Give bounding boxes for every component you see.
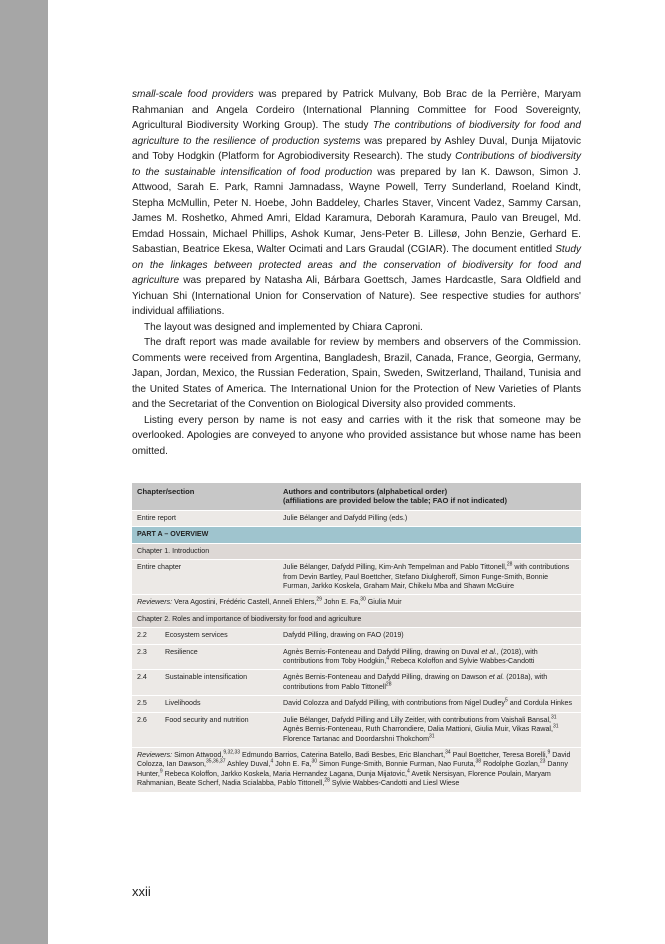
side-margin-bar bbox=[0, 0, 48, 944]
row-authors: Dafydd Pilling, drawing on FAO (2019) bbox=[278, 628, 581, 644]
title-italic: Contributions of biodiversity to the sustainable intensification of food production bbox=[132, 151, 581, 178]
table-row bbox=[132, 670, 581, 696]
section-topic: Livelihoods bbox=[160, 696, 278, 712]
paragraph-2: The layout was designed and implemented by Chiara Caproni. bbox=[144, 321, 423, 333]
paragraph-4: Listing every person by name is not easy and carries with it the risk that someone may be overlooked. Apologies are conveyed to anyone who provided assistance but whose name has been omitted. bbox=[132, 414, 581, 457]
table-row bbox=[132, 696, 581, 712]
chapter-2-heading-row bbox=[132, 611, 581, 627]
table-row bbox=[132, 644, 581, 670]
text-run: was prepared by Patrick Mulvany, Bob Brac de la Perrière, Maryam Rahmanian and Angela Cordeiro (International Planning Committee for Food Sovereignty, Agricultural Biodiversity Working Group). The study bbox=[132, 89, 581, 131]
title-italic: The contributions of biodiversity for food and agriculture to the resilience of production systems bbox=[132, 120, 581, 147]
table-header-row bbox=[132, 483, 581, 511]
paragraph-3: The draft report was made available for review by members and observers of the Commission. Comments were received from Argentina, Bangladesh, Brazil, Canada, France, Georgia, Germany, Japan, Jordan, Mexico, the Russian Federation, Spain, Sweden, Switzerland, Thailand, Tunisia and the United States of America. The International Union for the Protection of New Varieties of Plants and the Secretariat of the Convention on Biological Diversity also provided comments. bbox=[132, 337, 581, 410]
row-authors: Agnès Bernis-Fonteneau and Dafydd Pilling, drawing on Duval et al., (2018), with contributions from Toby Hodgkin,$^4$ Rebeca Koloffon and Sylvie Wabbes-Candotti bbox=[278, 644, 581, 670]
section-topic: Sustainable intensification bbox=[160, 670, 278, 696]
reviewers-row-chapter-1 bbox=[132, 595, 581, 611]
table-row bbox=[132, 712, 581, 747]
text-run: was prepared by Ashley Duval, Dunja Mijatovic and Toby Hodgkin (Platform for Agrobiodiversity Research). The study bbox=[132, 135, 581, 162]
chapter-heading: Chapter 2. Roles and importance of biodiversity for food and agriculture bbox=[132, 611, 581, 627]
table-row-entire-chapter bbox=[132, 560, 581, 595]
title-italic: small-scale food providers bbox=[132, 89, 254, 100]
header-chapter-section: Chapter/section bbox=[132, 483, 278, 511]
page-number: xxii bbox=[132, 884, 151, 899]
section-number: 2.2 bbox=[132, 628, 160, 644]
paragraph-1 bbox=[132, 87, 581, 320]
chapter-heading: Chapter 1. Introduction bbox=[132, 543, 581, 559]
row-label: Entire report bbox=[132, 511, 278, 527]
section-number: 2.4 bbox=[132, 670, 160, 696]
table-row-entire-report bbox=[132, 511, 581, 527]
contributors-table bbox=[132, 483, 581, 793]
row-authors: Agnès Bernis-Fonteneau and Dafydd Pilling, drawing on Dawson et al. (2018a), with contributions from Pablo Tittonell$^{28}$ bbox=[278, 670, 581, 696]
section-number: 2.3 bbox=[132, 644, 160, 670]
section-topic: Resilience bbox=[160, 644, 278, 670]
section-number: 2.5 bbox=[132, 696, 160, 712]
section-topic: Food security and nutrition bbox=[160, 712, 278, 747]
part-a-heading-row bbox=[132, 527, 581, 543]
section-number: 2.6 bbox=[132, 712, 160, 747]
reviewers-text: Reviewers: Simon Attwood,$^{9,32,33}$ Edmundo Barrios, Caterina Batello, Badi Besbes, Eric Blanchart,$^{34}$ Paul Boettcher, Teresa Borelli,$^9$ David Colozza, Ian Dawson,$^{35,36,37}$ Ashley Duval,$^4$ John E. Fa,$^{30}$ Simon Funge-Smith, Bonnie Furman, Nao Furuta,$^{38}$ Rodolphe Gozlan,$^{23}$ Danny Hunter,$^9$ Rebeca Koloffon, Jarkko Koskela, Maria Hernandez Lagana, Dunja Mijatovic,$^4$ Avetik Nersisyan, Florence Poulain, Maryam Rahmanian, Beate Scherf, Nadia Scialabba, Pablo Tittonell,$^{28}$ Sylvie Wabbes-Candotti and Liesl Wiese bbox=[132, 747, 581, 792]
part-heading: PART A – OVERVIEW bbox=[132, 527, 581, 543]
title-italic: Study on the linkages between protected areas and the conservation of biodiversity for food and agriculture bbox=[132, 244, 581, 286]
row-label: Entire chapter bbox=[132, 560, 278, 595]
header-authors: Authors and contributors (alphabetical order) (affiliations are provided below the table; FAO if not indicated) bbox=[278, 483, 581, 511]
text-run: was prepared by Natasha Ali, Bárbara Goettsch, James Hardcastle, Sara Oldfield and Yichuan Shi (International Union for Conservation of Nature). See respective studies for authors' individual affiliations. bbox=[132, 275, 581, 317]
body-text bbox=[132, 87, 581, 459]
table-row bbox=[132, 628, 581, 644]
row-authors: Julie Bélanger, Dafydd Pilling, Kim-Anh Tempelman and Pablo Tittonell,$^{28}$ with contributions from Devin Bartley, Paul Boettcher, Stefano Diulgheroff, Simon Funge-Smith, Bonnie Furman, Jarkko Koskela, Graham Mair, Chikelu Mba and Shawn McGuire bbox=[278, 560, 581, 595]
row-authors: David Colozza and Dafydd Pilling, with contributions from Nigel Dudley$^5$ and Cordula Hinkes bbox=[278, 696, 581, 712]
reviewers-text: Reviewers: Vera Agostini, Frédéric Castell, Anneli Ehlers,$^{29}$ John E. Fa,$^{30}$ Giulia Muir bbox=[132, 595, 581, 611]
row-authors: Julie Bélanger and Dafydd Pilling (eds.) bbox=[278, 511, 581, 527]
section-topic: Ecosystem services bbox=[160, 628, 278, 644]
chapter-1-heading-row bbox=[132, 543, 581, 559]
reviewers-row-chapter-2 bbox=[132, 747, 581, 792]
row-authors: Julie Bélanger, Dafydd Pilling and Lilly Zeitler, with contributions from Vaishali Bansal,$^{31}$ Agnès Bernis-Fonteneau, Ruth Charrondiere, Dalia Mattioni, Giulia Muir, Vikas Rawal,$^{31}$ Florence Tartanac and Doordarshni Thokchom$^{31}$ bbox=[278, 712, 581, 747]
text-run: was prepared by Ian K. Dawson, Simon J. Attwood, Sarah E. Park, Ramni Jamnadass, Wayne Powell, Terry Sunderland, Roeland Kindt, Stepha McMullin, Peter N. Hoebe, John Baddeley, Charles Staver, Vincent Vadez, Sammy Carsan, James M. Roshetko, Ahmed Amri, Eldad Karamura, Deborah Karamura, Paulo van Breugel, Md. Emdad Hossain, Michael Phillips, Ashok Kumar, Jens-Peter B. Lillesø, John Benzie, Gerhard E. Sabastian, Beatrice Ekesa, Walter Ocimati and Lars Graudal (CGIAR). The document entitled bbox=[132, 166, 581, 255]
